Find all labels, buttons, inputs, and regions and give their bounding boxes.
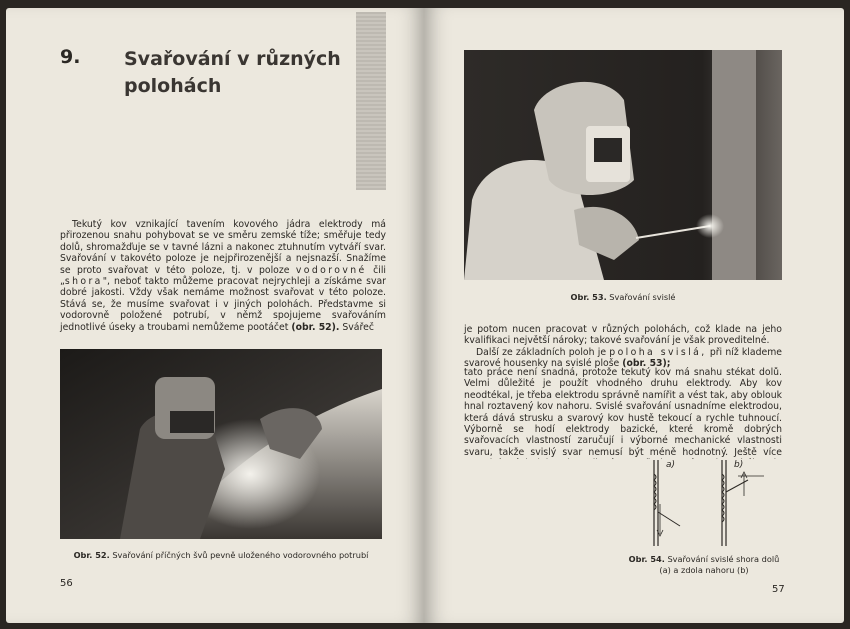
page-number-right: 57 [772, 584, 785, 595]
figure-ref-52: (obr. 52). [291, 321, 340, 333]
figure-ref-53: (obr. 53); [622, 358, 671, 370]
left-page [6, 8, 424, 623]
welder-vertical-photo [464, 50, 782, 280]
paragraph-2-body: tato práce není snadná, protože tekutý kov má snahu stékat dolů. Velmi důležité je použít vhodného druhu elektrody. Aby kov neodtékal, je třeba elektrodu správně namířit a vést tak, aby oblouk hnal roztavený kov nahoru. Svislé svařování usnadníme elektrodou, která dává strusku a svarový kov hustě tekoucí a rychle tuhnoucí. Výborně se hodí elektrody bazické, které kromě dobrých svařovacích vlastností zaručují i výborné mechanické vlastnosti svaru, takže svislý svar nemusí být méně hodnotný. Ještě více [464, 367, 782, 458]
photo-figure-53 [464, 50, 782, 280]
figure-52-caption: Obr. 52. Svařování příčných švů pevně uloženého vodorovného potrubí [73, 550, 369, 560]
paragraph-1: Tekutý kov vznikající tavením kovového jádra elektrody má přirozenou snahu pohybovat se ve směru zemské tíže; směřuje tedy dolů, shromažďuje se v tavné lázni a nakonec ztuhnutím vytváří svar. Svařování v takovéto poloze je nejpřirozenější a nejsnazší. Snažíme se proto svařovat v této poloze, tj. v poloze vodorovné čili „shora", neboť takto můžeme pracovat nejrychleji a získáme svar dobré jakosti. Vždy však nemáme možnost svařovat v této poloze. Stává se, že musíme svařovat i v jiných polohách. Představme si vodorovně položené potrubí, v němž spojujeme svařováním jednotlivé úseky a troubami nemůžeme pootáčet (obr. 52). Svářeč [60, 219, 386, 333]
chapter-gray-bar [356, 12, 386, 190]
figure-54-caption: Obr. 54. Svařování svislé shora dolů (a) a zdola nahoru (b) [628, 554, 780, 575]
spaced-word-shora: shora [64, 276, 103, 288]
left-body-text [60, 219, 386, 333]
photo-figure-52 [60, 349, 382, 539]
chapter-title: Svařování v různých polohách [124, 48, 341, 97]
figure-53-caption: Obr. 53. Svařování svislé [570, 292, 676, 302]
continuation-paragraph: je potom nucen pracovat v různých polohách, což klade na jeho kvalifikaci největší nároky; takové svařování je však proveditelné. [464, 324, 782, 347]
chapter-number: 9. [60, 46, 81, 68]
welding-pipe-photo [60, 349, 382, 539]
spaced-word-vodorovne: vodorovné [295, 264, 367, 276]
right-body-text-middle [464, 367, 782, 459]
vertical-weld-diagram [624, 454, 784, 550]
figure-54-diagram [624, 454, 784, 550]
spaced-word-poloha-svisla: poloha svislá, [609, 346, 707, 358]
right-page [424, 8, 844, 623]
page-number-left: 56 [60, 578, 73, 589]
figure-54-label-a: a) [666, 460, 676, 470]
right-body-text-top [464, 324, 782, 370]
paragraph-2-intro: Další ze základních poloh je poloha svislá, při níž klademe svarové housenky na svislé ploše (obr. 53); [464, 346, 782, 370]
figure-54-label-b: b) [734, 460, 744, 470]
